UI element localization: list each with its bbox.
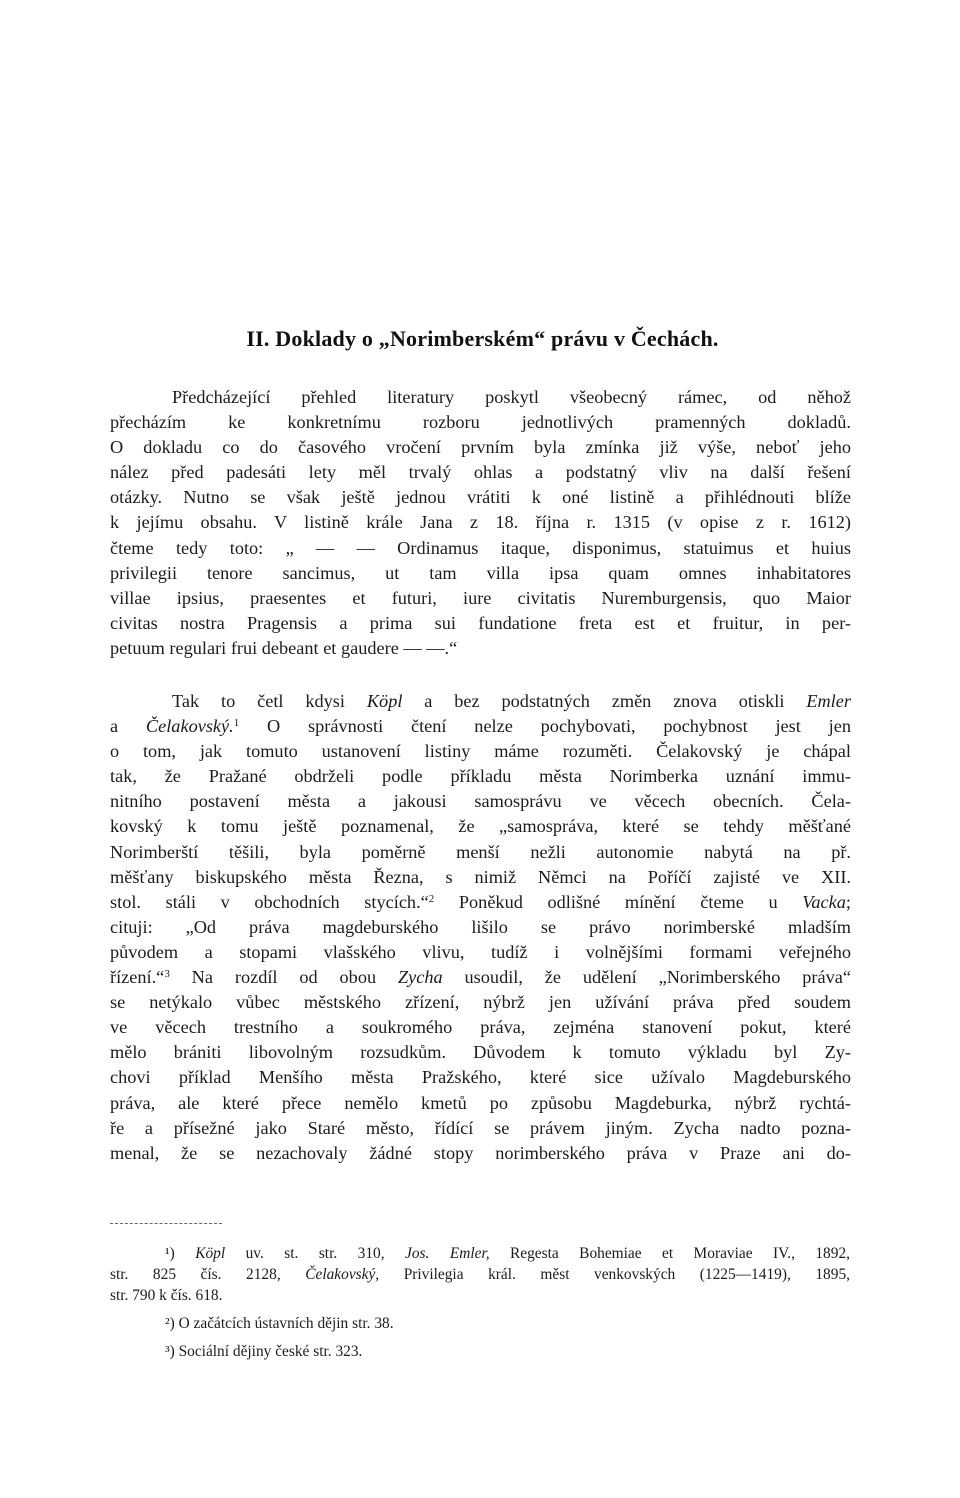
text-line: otázky. Nutno se však ještě jednou vrátiti k oné listině a přihlédnouti blíže — [110, 487, 851, 508]
text-line: menal, že se nezachovaly žádné stopy norimberského práva v Praze ani do- — [110, 1142, 851, 1163]
text-line: nález před padesáti lety měl trvalý ohlas a podstatný vliv na další řešení — [110, 462, 851, 483]
text-line: Předcházející přehled literatury poskytl všeobecný rámec, od něhož — [172, 387, 851, 407]
text-run: Na rozdíl od obou — [169, 967, 398, 988]
text-run: Regesta Bohemiae et Moraviae IV., 1892, — [489, 1245, 850, 1262]
text-line: tak, že Pražané obdrželi podle příkladu města Norimberka uznání immu- — [110, 766, 851, 787]
text-line — [110, 965, 851, 990]
author-name: Jos. Emler, — [405, 1245, 490, 1262]
text-line: nitního postavení města a jakousi samosprávu ve věcech obecních. Čela- — [110, 791, 851, 812]
text-run: str. 825 čís. 2128, — [110, 1266, 306, 1284]
text-line: mělo brániti libovolným rozsudkům. Důvodem k tomuto výkladu byl Zy- — [110, 1042, 851, 1063]
author-name: Emler — [806, 691, 851, 711]
footnote-mark: ¹) — [165, 1245, 175, 1262]
author-name: Köpl — [195, 1245, 226, 1262]
text-line: villae ipsius, praesentes et futuri, iure civitatis Nuremburgensis, quo Maior — [110, 587, 851, 608]
chapter-heading: II. Doklady o „Norimberském“ právu v Čechách. — [246, 326, 719, 351]
text-line: práva, ale které přece nemělo kmetů po způsobu Magdeburka, nýbrž rychtá- — [110, 1092, 851, 1113]
text-line: původem a stopami vlašského vlivu, tudíž i volnějšími formami veřejného — [110, 941, 851, 962]
text-line — [110, 714, 851, 739]
text-line: chovi příklad Menšího města Pražského, které sice užívalo Magdeburského — [110, 1067, 851, 1088]
text-line: přecházím ke konkretnímu rozboru jednotlivých pramenných dokladů. — [110, 412, 851, 433]
text-line: cituji: „Od práva magdeburského lišilo se právo norimberské mladším — [110, 916, 851, 937]
footnote-ref: 1 — [233, 717, 240, 730]
footnote-line — [110, 1264, 850, 1285]
text-line: měšťany biskupského města Řezna, s nimiž Němci na Poříčí zajisté ve XII. — [110, 866, 851, 887]
text-line: k jejímu obsahu. V listině krále Jana z 18. října r. 1315 (v opise z r. 1612) — [110, 512, 851, 533]
text-line: se netýkalo vůbec městského zřízení, nýbrž jen užívání práva před soudem — [110, 992, 851, 1013]
paragraph-2 — [110, 689, 851, 1166]
text-run: Poněkud odlišné mínění čteme u — [434, 891, 803, 912]
text-line: kovský k tomu ještě poznamenal, že „samospráva, které se tehdy měšťané — [110, 816, 851, 837]
text-line: Norimberští těšili, byla poměrně menší nežli autonomie nabytá na př. — [110, 841, 851, 862]
text-run: O správnosti čtení nelze pochybovati, pochybnost jest jen — [239, 716, 851, 737]
text-run: Tak to četl kdysi — [172, 691, 367, 711]
text-line: ve věcech trestního a soukromého práva, zejména stanovení pokut, které — [110, 1017, 851, 1038]
author-name: Čelakovský. — [145, 716, 234, 737]
text-line: o tom, jak tomuto ustanovení listiny máme rozuměti. Čelakovský je chápal — [110, 741, 851, 762]
text-run: stol. stáli v obchodních stycích.“ — [110, 891, 429, 912]
text-run: ; — [845, 891, 851, 912]
footnote-separator — [110, 1223, 222, 1224]
text-run: řízení.“ — [110, 967, 165, 988]
footnote-1 — [110, 1243, 850, 1307]
author-name: Vacka — [802, 891, 846, 912]
footnote-3: ³) Sociální dějiny české str. 323. — [165, 1343, 363, 1360]
text-line: petuum regulari frui debeant et gaudere — —.“ — [110, 637, 458, 658]
author-name: Čelakovský, — [305, 1266, 380, 1284]
author-name: Köpl — [366, 691, 403, 711]
text-run: usoudil, že udělení „Norimberského práva“ — [442, 967, 851, 988]
text-run: a — [110, 716, 146, 737]
footnote-ref: 3 — [164, 968, 170, 981]
text-line: čteme tedy toto: „ — — Ordinamus itaque, disponimus, statuimus et huius — [110, 537, 851, 558]
text-line — [110, 890, 851, 915]
paragraph-1 — [110, 385, 851, 661]
footnote-line — [110, 1243, 850, 1264]
text-run: a bez podstatných změn znova otiskli — [402, 691, 807, 711]
text-run — [175, 1245, 195, 1262]
footnote-ref: 2 — [428, 892, 435, 905]
footnote-line: str. 790 k čís. 618. — [110, 1287, 223, 1305]
footnote-2: ²) O začátcích ústavních dějin str. 38. — [165, 1315, 394, 1332]
text-line: civitas nostra Pragensis a prima sui fundatione freta est et fruitur, in per- — [110, 612, 851, 633]
author-name: Zycha — [397, 967, 443, 988]
text-line: privilegii tenore sancimus, ut tam villa ipsa quam omnes inhabitatores — [110, 562, 851, 583]
text-line: ře a přísežné jako Staré město, řídící se právem jiným. Zycha nadto pozna- — [110, 1117, 851, 1138]
text-line: O dokladu co do časového vročení prvním byla zmínka již výše, neboť jeho — [110, 437, 851, 458]
text-line — [110, 689, 851, 714]
text-run: Privilegia král. měst venkovských (1225—1419), 1895, — [379, 1266, 850, 1284]
text-run: uv. st. str. 310, — [225, 1245, 406, 1262]
